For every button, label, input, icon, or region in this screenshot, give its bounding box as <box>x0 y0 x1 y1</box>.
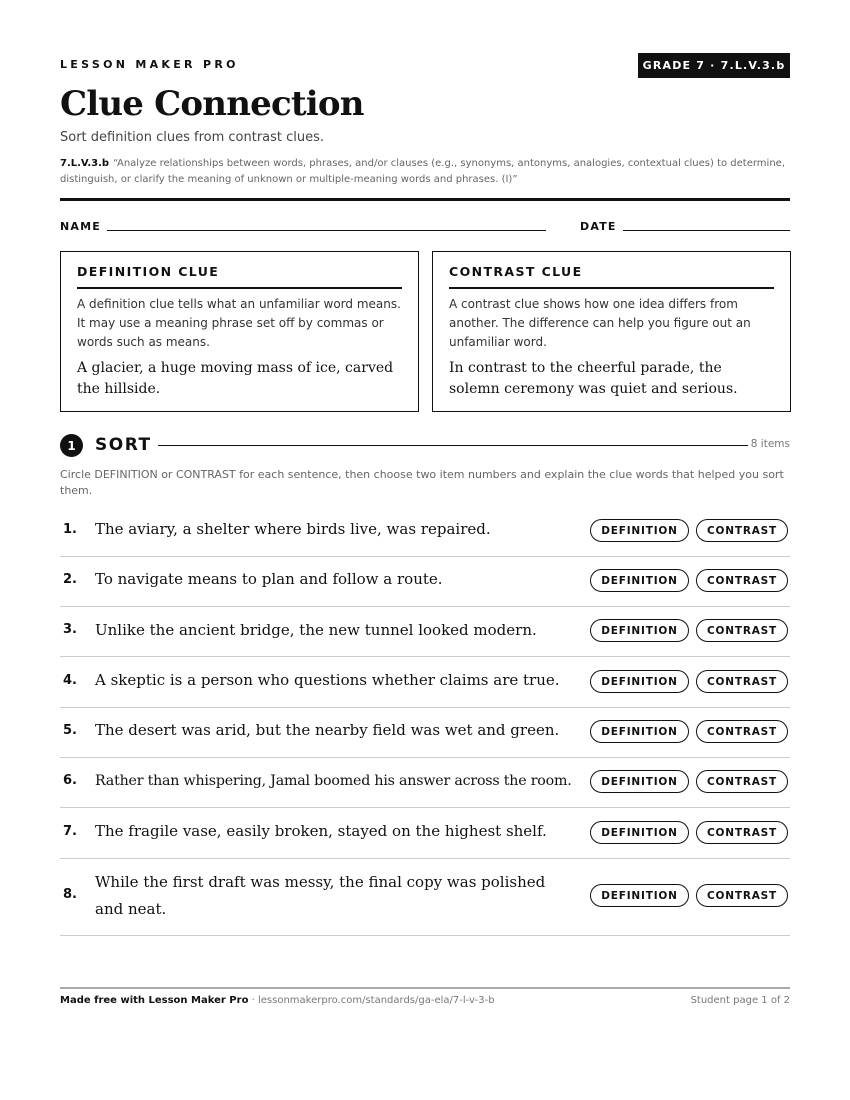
contrast-option[interactable]: CONTRAST <box>696 569 788 592</box>
list-item <box>60 758 790 808</box>
contrast-option[interactable]: CONTRAST <box>696 519 788 542</box>
list-item <box>60 557 790 607</box>
page-subtitle: Sort definition clues from contrast clues. <box>60 130 325 145</box>
worksheet-page <box>60 0 790 1100</box>
definition-option[interactable]: DEFINITION <box>590 770 689 793</box>
item-sentence: The aviary, a shelter where birds live, was repaired. <box>95 520 491 538</box>
footer-credit <box>60 995 495 1006</box>
page-title: Clue Connection <box>60 84 364 124</box>
definition-option[interactable]: DEFINITION <box>590 619 689 642</box>
definition-clue-example: A glacier, a huge moving mass of ice, carved the hillside. <box>77 360 394 397</box>
item-sentence: Unlike the ancient bridge, the new tunnel looked modern. <box>95 621 537 639</box>
list-item <box>60 708 790 758</box>
header-divider <box>60 198 790 201</box>
list-item <box>60 859 790 936</box>
item-sentence: The desert was arid, but the nearby field was wet and green. <box>95 721 560 739</box>
item-number: 3. <box>63 622 77 637</box>
item-sentence: While the first draft was messy, the final copy was polished and neat. <box>95 873 546 918</box>
item-number: 7. <box>63 824 77 839</box>
definition-option[interactable]: DEFINITION <box>590 670 689 693</box>
contrast-clue-example: In contrast to the cheerful parade, the solemn ceremony was quiet and serious. <box>449 360 738 397</box>
standard-code: 7.L.V.3.b <box>60 158 110 169</box>
contrast-option[interactable]: CONTRAST <box>696 720 788 743</box>
item-number: 1. <box>63 522 77 537</box>
item-number: 5. <box>63 723 77 738</box>
contrast-clue-box <box>432 251 791 412</box>
section-number: 1 <box>60 434 83 457</box>
list-item <box>60 657 790 708</box>
definition-option[interactable]: DEFINITION <box>590 821 689 844</box>
footer-url[interactable]: · lessonmakerpro.com/standards/ga-ela/7-l-v-3-b <box>251 995 495 1006</box>
definition-option[interactable]: DEFINITION <box>590 519 689 542</box>
list-item <box>60 607 790 657</box>
list-item <box>60 808 790 859</box>
section-divider <box>158 445 748 446</box>
definition-clue-title: DEFINITION CLUE <box>77 264 402 289</box>
name-label: NAME <box>60 220 101 233</box>
contrast-option[interactable]: CONTRAST <box>696 884 788 907</box>
item-number: 8. <box>63 887 77 902</box>
contrast-clue-title: CONTRAST CLUE <box>449 264 774 289</box>
contrast-clue-description: A contrast clue shows how one idea differs from another. The difference can help you figure out an unfamiliar word. <box>449 297 751 349</box>
item-number: 2. <box>63 572 77 587</box>
contrast-option[interactable]: CONTRAST <box>696 670 788 693</box>
item-number: 4. <box>63 673 77 688</box>
footer-made-with: Made free with Lesson Maker Pro <box>60 995 249 1006</box>
name-field[interactable] <box>107 230 546 231</box>
item-sentence: The fragile vase, easily broken, stayed on the highest shelf. <box>95 822 547 840</box>
grade-badge: GRADE 7 · 7.L.V.3.b <box>638 53 790 78</box>
standard-text: “Analyze relationships between words, phrases, and/or clauses (e.g., synonyms, antonyms, analogies, contextual clues) to determine, distinguish, or clarify the meaning of unknown or multiple-meaning words and phrases. (I)” <box>60 158 785 185</box>
item-count: 8 items <box>750 438 790 450</box>
standard-description <box>60 156 790 188</box>
contrast-option[interactable]: CONTRAST <box>696 619 788 642</box>
date-field[interactable] <box>623 230 790 231</box>
definition-clue-description: A definition clue tells what an unfamiliar word means. It may use a meaning phrase set off by commas or words such as means. <box>77 297 401 349</box>
definition-option[interactable]: DEFINITION <box>590 569 689 592</box>
contrast-option[interactable]: CONTRAST <box>696 821 788 844</box>
item-sentence: To navigate means to plan and follow a route. <box>95 570 443 588</box>
brand-name: LESSON MAKER PRO <box>60 58 239 71</box>
definition-clue-box <box>60 251 419 412</box>
definition-option[interactable]: DEFINITION <box>590 720 689 743</box>
date-label: DATE <box>580 220 617 233</box>
section-instructions: Circle DEFINITION or CONTRAST for each sentence, then choose two item numbers and explain the clue words that helped you sort them. <box>60 468 784 497</box>
item-sentence: Rather than whispering, Jamal boomed his answer across the room. <box>95 773 572 789</box>
item-number: 6. <box>63 773 77 788</box>
footer-page-number: Student page 1 of 2 <box>690 995 790 1006</box>
contrast-option[interactable]: CONTRAST <box>696 770 788 793</box>
section-title: SORT <box>95 435 152 455</box>
definition-option[interactable]: DEFINITION <box>590 884 689 907</box>
list-item <box>60 505 790 557</box>
item-sentence: A skeptic is a person who questions whether claims are true. <box>95 671 560 689</box>
footer-divider <box>60 987 790 989</box>
